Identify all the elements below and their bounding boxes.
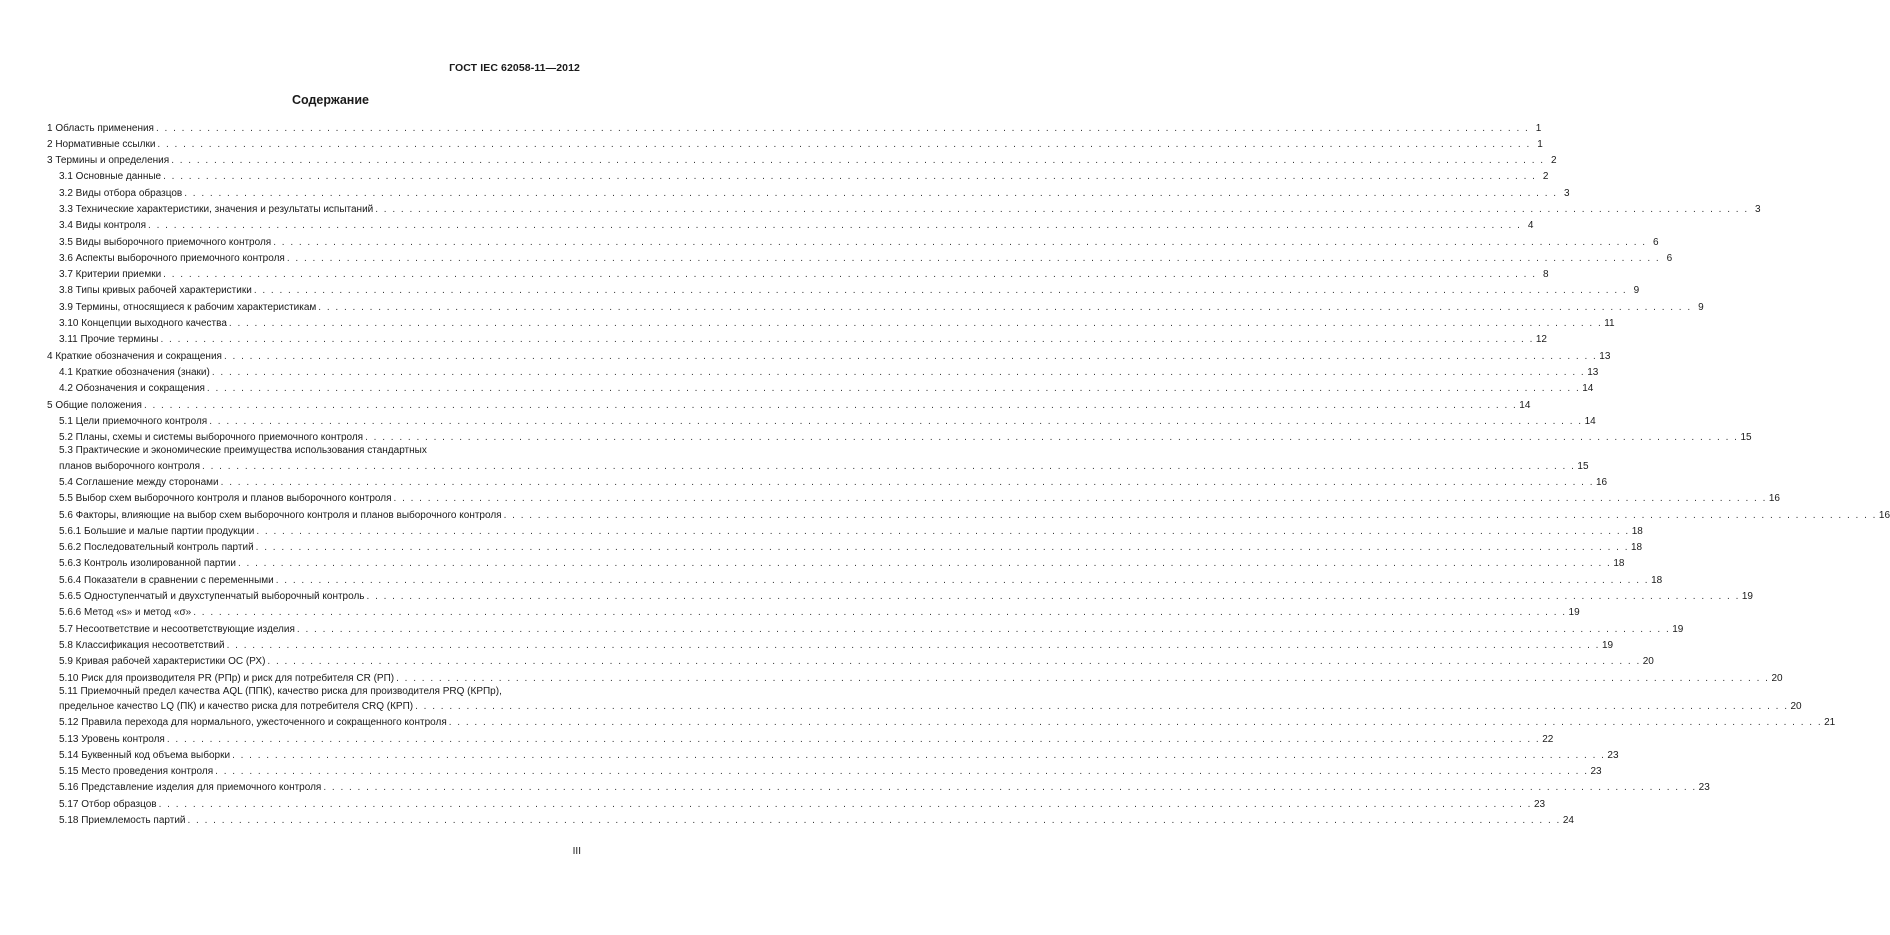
toc-entry-text: 5.12 Правила перехода для нормального, ужесточенного и сокращенного контроля	[59, 717, 447, 729]
toc-entry-page: 23	[1607, 749, 1619, 761]
toc-entry-page: 18	[1631, 525, 1643, 537]
toc-entry[interactable]	[47, 231, 1659, 248]
dot-leader	[163, 269, 1536, 280]
toc-entry[interactable]	[47, 411, 1596, 427]
toc-entry[interactable]	[47, 443, 1589, 472]
toc-entry-page: 16	[1768, 493, 1780, 505]
toc-entry[interactable]	[47, 280, 1640, 297]
toc-entry-page: 14	[1519, 399, 1531, 411]
toc-entry-page: 20	[1771, 672, 1783, 684]
dot-leader	[193, 607, 1566, 618]
toc-entry-page: 19	[1741, 591, 1753, 603]
toc-entry-text: 3.8 Типы кривых рабочей характеристики	[59, 285, 252, 297]
toc-entry-page: 14	[1582, 383, 1594, 395]
toc-entry-text: 5.9 Кривая рабочей характеристики ОС (РХ)	[59, 656, 266, 668]
toc-entry[interactable]	[47, 472, 1608, 488]
toc-entry-text: 5.3 Практические и экономические преимущества использования стандартных	[59, 445, 427, 457]
page-number: III	[572, 846, 581, 857]
toc-entry-text: 3.3 Технические характеристики, значения и результаты испытаний	[59, 203, 374, 215]
dot-leader	[171, 155, 1544, 166]
toc-entry[interactable]	[47, 150, 1557, 167]
document-code: ГОСТ IEC 62058-11—2012	[449, 62, 580, 74]
toc-entry-page: 12	[1535, 334, 1547, 346]
toc-entry-page: 20	[1790, 701, 1802, 712]
toc-entry-text: 5.2 Планы, схемы и системы выборочного приемочного контроля	[59, 432, 364, 444]
toc-entry[interactable]	[47, 651, 1654, 668]
dot-leader	[375, 204, 1748, 215]
toc-entry-page: 18	[1613, 558, 1625, 570]
toc-entry[interactable]	[47, 120, 1542, 134]
toc-entry-page: 23	[1590, 766, 1602, 778]
dot-leader	[318, 302, 1691, 313]
toc-entry-page: 19	[1568, 607, 1580, 619]
toc-entry[interactable]	[47, 521, 1643, 537]
toc-entry-page: 18	[1631, 542, 1643, 554]
toc-entry-text: 3.2 Виды отбора образцов	[59, 187, 183, 199]
dot-leader	[256, 542, 1629, 553]
toc-entry[interactable]	[47, 182, 1570, 199]
dot-leader	[323, 782, 1696, 793]
toc-entry-page: 13	[1587, 366, 1599, 378]
toc-entry[interactable]	[47, 488, 1780, 505]
toc-entry-text: 5.4 Соглашение между сторонами	[59, 476, 219, 488]
toc-entry-text: 5.7 Несоответствие и несоответствующие изделия	[59, 623, 295, 635]
toc-entry-page: 19	[1672, 623, 1684, 635]
toc-entry[interactable]	[47, 712, 1836, 729]
toc-entry-page: 1	[1537, 138, 1543, 150]
toc-entry[interactable]	[47, 166, 1549, 183]
toc-entry[interactable]	[47, 793, 1546, 810]
toc-entry-text: 3.7 Критерии приемки	[59, 269, 162, 281]
toc-entry-page: 16	[1878, 509, 1890, 521]
toc-entry-text: 5.17 Отбор образцов	[59, 798, 157, 810]
toc-entry-page: 1	[1535, 122, 1542, 134]
toc-entry-page: 19	[1601, 639, 1614, 651]
toc-entry[interactable]	[47, 810, 1574, 827]
toc-entry-text: 5.18 Приемлемость партий	[59, 815, 186, 827]
dot-leader	[148, 220, 1521, 231]
toc-entry-text: 5.13 Уровень контроля	[59, 733, 165, 745]
toc-entry-page: 15	[1577, 460, 1589, 472]
toc-entry-page: 6	[1666, 252, 1673, 264]
toc-entry-text: 5.1 Цели приемочного контроля	[59, 415, 208, 427]
dot-leader	[144, 400, 1517, 411]
dot-leader	[163, 171, 1536, 182]
toc-entry[interactable]	[47, 553, 1625, 570]
dot-leader	[215, 766, 1588, 777]
toc-entry-text: 3.11 Прочие термины	[59, 334, 159, 346]
toc-entry-text: 5.8 Классификация несоответствий	[59, 639, 225, 651]
toc-entry-text: 5.6.4 Показатели в сравнении с переменными	[59, 574, 274, 586]
toc-entry-page: 20	[1642, 656, 1654, 668]
toc-entry[interactable]	[47, 777, 1710, 794]
toc-entry[interactable]	[47, 745, 1619, 761]
toc-entry-page: 16	[1596, 476, 1608, 488]
toc-entry-page: 13	[1599, 350, 1611, 362]
dot-leader	[297, 624, 1670, 635]
toc-entry[interactable]	[47, 635, 1614, 651]
dot-leader	[367, 591, 1740, 602]
toc-entry[interactable]	[47, 728, 1554, 745]
toc-entry-text: 3.1 Основные данные	[59, 171, 162, 183]
toc-entry-page: 11	[1604, 318, 1615, 330]
toc-entry[interactable]	[47, 602, 1580, 619]
toc-entry-text: 1 Область применения	[47, 122, 154, 134]
toc-entry[interactable]	[47, 264, 1549, 281]
toc-entry[interactable]	[47, 586, 1753, 603]
dot-leader	[167, 734, 1540, 745]
toc-entry-text: 5.5 Выбор схем выборочного контроля и планов выборочного контроля	[59, 493, 392, 505]
toc-entry-text: 5.6 Факторы, влияющие на выбор схем выборочного контроля и планов выборочного контроля	[59, 509, 502, 521]
dot-leader	[207, 383, 1580, 394]
dot-leader	[415, 701, 1788, 712]
toc-entry[interactable]	[47, 378, 1594, 395]
toc-entry-text: 3.5 Виды выборочного приемочного контроля	[59, 236, 272, 248]
dot-leader	[232, 750, 1605, 761]
dot-leader	[256, 526, 1629, 537]
dot-leader	[394, 493, 1767, 504]
toc-entry[interactable]	[47, 329, 1547, 346]
dot-leader	[156, 123, 1529, 134]
dot-leader	[224, 351, 1597, 362]
toc-entry[interactable]	[47, 296, 1704, 313]
toc-entry-text: 5.16 Представление изделия для приемочного контроля	[59, 782, 322, 794]
dot-leader	[276, 575, 1649, 586]
toc-entry-text: 2 Нормативные ссылки	[47, 138, 156, 150]
dot-leader	[267, 656, 1640, 667]
toc-entry-text-continued: предельное качество LQ (ПК) и качество риска для потребителя CRQ (КРП)	[59, 701, 414, 712]
toc-entry-text: 4 Краткие обозначения и сокращения	[47, 350, 222, 362]
toc-entry-text: 5 Общие положения	[47, 399, 142, 411]
toc-entry-page: 23	[1698, 782, 1710, 794]
toc-entry[interactable]	[47, 215, 1534, 232]
toc-entry-page: 9	[1633, 285, 1640, 297]
page-title: Содержание	[291, 93, 369, 107]
toc-entry[interactable]	[47, 684, 1802, 713]
toc-entry-text: 5.6.5 Одноступенчатый и двухступенчатый выборочный контроль	[59, 591, 365, 603]
toc-entry-text: 3 Термины и определения	[47, 155, 170, 167]
toc-entry-text: 5.15 Место проведения контроля	[59, 766, 214, 778]
toc-entry[interactable]	[47, 537, 1643, 554]
toc-entry[interactable]	[47, 618, 1684, 635]
dot-leader	[365, 432, 1738, 443]
toc-entry-page: 24	[1562, 815, 1574, 827]
dot-leader	[229, 318, 1602, 329]
toc-entry-page: 4	[1527, 220, 1534, 232]
dot-leader	[273, 237, 1646, 248]
dot-leader	[287, 253, 1660, 264]
toc-entry[interactable]	[47, 427, 1752, 444]
dot-leader	[184, 188, 1557, 199]
toc-entry-text: 5.10 Риск для производителя PR (РПр) и риск для потребителя CR (РП)	[59, 672, 395, 684]
toc-entry-text: 5.6.2 Последовательный контроль партий	[59, 542, 254, 554]
toc-entry-text: 5.6.3 Контроль изолированной партии	[59, 558, 236, 570]
dot-leader	[254, 285, 1627, 296]
dot-leader	[504, 510, 1877, 521]
dot-leader	[227, 640, 1600, 651]
toc-entry-text: 4.1 Краткие обозначения (знаки)	[59, 366, 210, 378]
toc-entry-text: 5.6.6 Метод «s» и метод «σ»	[59, 607, 192, 619]
toc-entry[interactable]	[47, 394, 1531, 411]
toc-entry-text-continued: планов выборочного контроля	[59, 460, 201, 472]
dot-leader	[221, 477, 1594, 488]
toc-entry-page: 2	[1542, 171, 1549, 183]
toc-entry[interactable]	[47, 313, 1615, 330]
dot-leader	[209, 416, 1582, 427]
dot-leader	[396, 673, 1769, 684]
toc-entry-text: 4.2 Обозначения и сокращения	[59, 383, 205, 395]
toc-entry-text: 3.4 Виды контроля	[59, 220, 147, 232]
toc-entry-text: 5.6.1 Большие и малые партии продукции	[59, 525, 255, 537]
dot-leader	[161, 334, 1534, 345]
toc-entry[interactable]	[47, 134, 1543, 150]
toc-entry[interactable]	[47, 199, 1761, 215]
dot-leader	[238, 558, 1611, 569]
toc-entry-page: 6	[1652, 236, 1659, 248]
toc-entry-text: 3.6 Аспекты выборочного приемочного контроля	[59, 252, 285, 264]
dot-leader	[159, 799, 1532, 810]
dot-leader	[157, 139, 1530, 150]
toc-entry[interactable]	[47, 667, 1783, 684]
toc-entry-page: 3	[1755, 203, 1761, 215]
toc-entry-page: 18	[1651, 574, 1663, 586]
toc-entry[interactable]	[47, 362, 1599, 378]
dot-leader	[202, 461, 1575, 472]
dot-leader	[212, 367, 1585, 378]
toc-entry[interactable]	[47, 248, 1673, 264]
toc-entry[interactable]	[47, 345, 1611, 362]
toc-entry[interactable]	[47, 504, 1890, 521]
toc-entry-page: 3	[1564, 187, 1570, 199]
toc-entry-text: 3.10 Концепции выходного качества	[59, 318, 227, 330]
toc-entry-page: 8	[1542, 269, 1549, 281]
dot-leader	[187, 815, 1560, 826]
dot-leader	[449, 717, 1822, 728]
toc-entry-page: 23	[1533, 798, 1546, 810]
toc-entry-page: 9	[1698, 301, 1704, 313]
toc-entry-text: 5.11 Приемочный предел качества AQL (ППК), качество риска для производителя PRQ (КРПр),	[59, 685, 502, 697]
toc-entry-page: 15	[1740, 432, 1752, 444]
toc-entry-page: 2	[1550, 155, 1557, 167]
toc-entry-text: 3.9 Термины, относящиеся к рабочим характеристикам	[59, 301, 317, 313]
toc-entry-page: 21	[1824, 717, 1836, 729]
toc-entry[interactable]	[47, 569, 1663, 586]
table-of-contents	[47, 120, 1890, 827]
toc-entry[interactable]	[47, 761, 1602, 778]
toc-entry-page: 14	[1584, 415, 1596, 427]
toc-entry-page: 22	[1542, 733, 1554, 745]
toc-entry-text: 5.14 Буквенный код объема выборки	[59, 749, 231, 761]
